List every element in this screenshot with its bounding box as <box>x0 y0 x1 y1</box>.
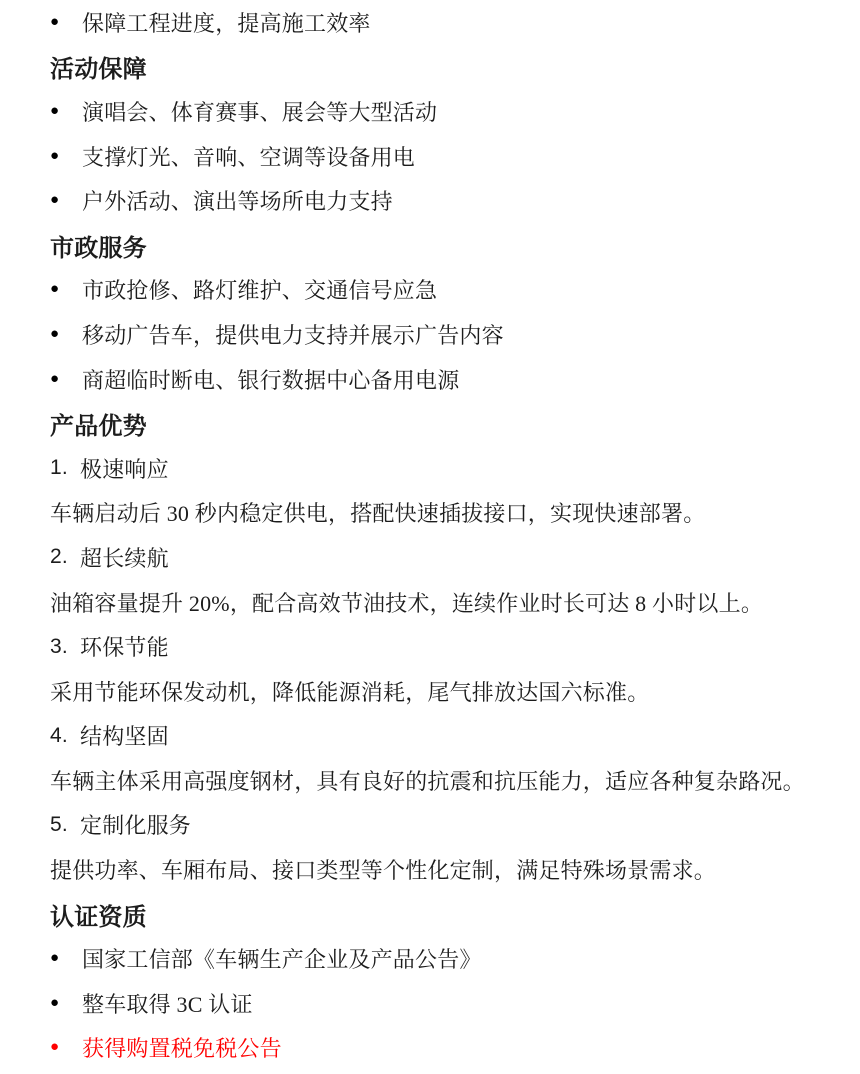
bullet-list-item <box>50 936 846 981</box>
bullet-list-item <box>50 178 846 223</box>
bullet-text: 演唱会、体育赛事、展会等大型活动 <box>82 99 438 125</box>
bullet-text: 获得购置税免税公告 <box>82 1036 282 1062</box>
paragraph <box>50 847 846 892</box>
bullet-list-item <box>50 312 846 357</box>
numbered-text: 极速响应 <box>80 456 169 482</box>
numbered-item <box>50 714 846 759</box>
numbered-text: 超长续航 <box>80 545 169 571</box>
bullet-list-item <box>50 89 846 134</box>
bullet-icon: ● <box>50 994 60 1011</box>
bullet-list-item <box>50 0 846 45</box>
heading-text: 认证资质 <box>50 903 147 931</box>
heading-text: 产品优势 <box>50 413 147 441</box>
numbered-item <box>50 446 846 491</box>
paragraph-text: 采用节能环保发动机，降低能源消耗，尾气排放达国六标准。 <box>50 679 650 705</box>
bullet-icon: ● <box>50 13 60 30</box>
bullet-text: 支撑灯光、音响、空调等设备用电 <box>82 144 416 170</box>
section-heading-events <box>50 45 846 90</box>
paragraph <box>50 580 846 625</box>
numbered-text: 结构坚固 <box>80 724 169 750</box>
bullet-icon: ● <box>50 192 60 209</box>
item-number: 5. <box>50 812 68 836</box>
bullet-list-item <box>50 134 846 179</box>
paragraph <box>50 491 846 536</box>
bullet-text: 国家工信部《车辆生产企业及产品公告》 <box>82 947 482 973</box>
bullet-list-item <box>50 268 846 313</box>
bullet-list-item <box>50 357 846 402</box>
bullet-text: 户外活动、演出等场所电力支持 <box>82 189 393 215</box>
bullet-text: 保障工程进度，提高施工效率 <box>82 10 371 36</box>
bullet-icon: ● <box>50 950 60 967</box>
bullet-icon: ● <box>50 325 60 342</box>
numbered-item <box>50 803 846 848</box>
numbered-item <box>50 535 846 580</box>
paragraph <box>50 669 846 714</box>
numbered-item <box>50 624 846 669</box>
bullet-list-item-highlighted <box>50 1026 846 1071</box>
section-heading-advantages <box>50 401 846 446</box>
bullet-icon: ● <box>50 102 60 119</box>
numbered-text: 环保节能 <box>80 635 169 661</box>
paragraph <box>50 758 846 803</box>
bullet-icon: ● <box>50 281 60 298</box>
bullet-icon: ● <box>50 1039 60 1056</box>
bullet-text: 整车取得 3C 认证 <box>82 991 253 1017</box>
paragraph-text: 提供功率、车厢布局、接口类型等个性化定制，满足特殊场景需求。 <box>50 858 717 884</box>
heading-text: 市政服务 <box>50 234 147 262</box>
paragraph-text: 油箱容量提升 20%，配合高效节油技术，连续作业时长可达 8 小时以上。 <box>50 590 764 616</box>
bullet-icon: ● <box>50 370 60 387</box>
bullet-text: 移动广告车，提供电力支持并展示广告内容 <box>82 322 504 348</box>
paragraph-text: 车辆启动后 30 秒内稳定供电，搭配快速插拔接口，实现快速部署。 <box>50 501 706 527</box>
numbered-text: 定制化服务 <box>80 813 192 839</box>
paragraph-text: 车辆主体采用高强度钢材，具有良好的抗震和抗压能力，适应各种复杂路况。 <box>50 768 805 794</box>
item-number: 4. <box>50 723 68 747</box>
heading-text: 活动保障 <box>50 56 147 84</box>
item-number: 1. <box>50 456 68 480</box>
section-heading-certifications <box>50 892 846 937</box>
item-number: 2. <box>50 545 68 569</box>
bullet-icon: ● <box>50 147 60 164</box>
item-number: 3. <box>50 634 68 658</box>
bullet-list-item <box>50 981 846 1026</box>
bullet-text: 市政抢修、路灯维护、交通信号应急 <box>82 278 438 304</box>
section-heading-municipal <box>50 223 846 268</box>
bullet-text: 商超临时断电、银行数据中心备用电源 <box>82 367 460 393</box>
